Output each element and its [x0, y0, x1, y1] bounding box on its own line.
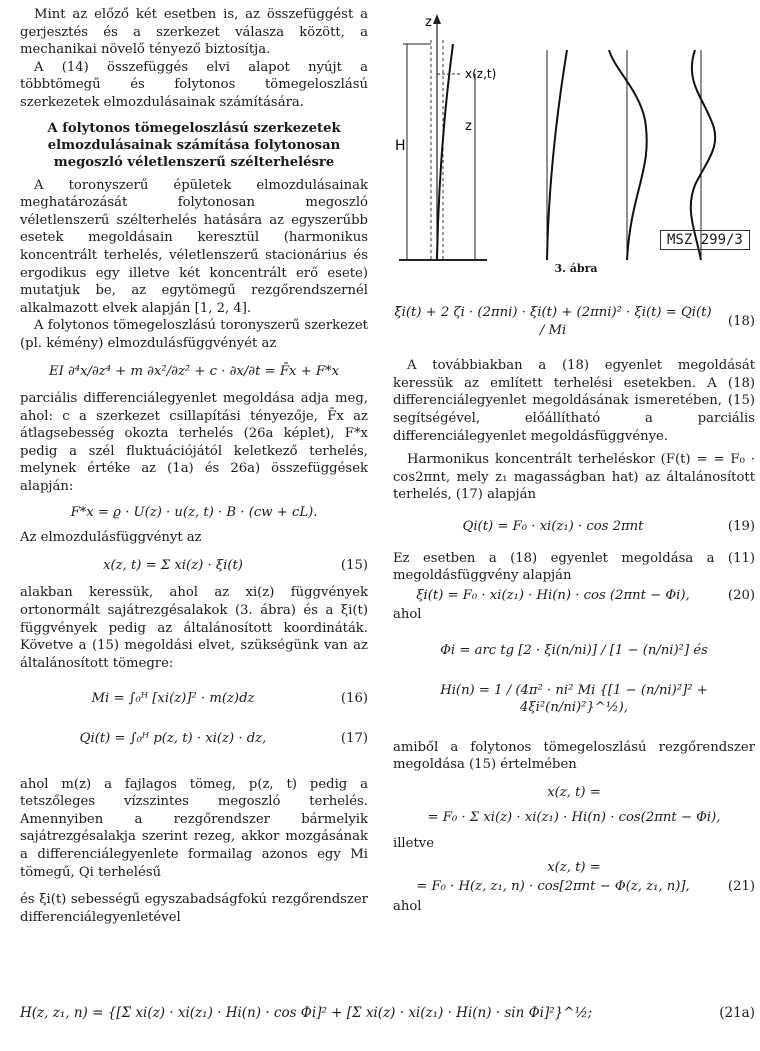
label-x: x(z,t): [465, 67, 497, 81]
standard-stamp: MSZ 299/3: [660, 230, 750, 250]
equation-number: (20): [727, 587, 755, 603]
paragraph: A toronyszerű épületek elmozdulásainak meghatározását folytonosan megoszló véletlenszerű szélterhelés hatására az egyszerűbb esetek megoldásain keresztül (harmonikus koncentrált terhelés, véletlenszerű stacionárius és ergodikus egy illetve két koncentrált erő esete) mutatjuk be, az egytömegű rezgőrendszernél alkalmazott elvek alapján [1, 2, 4].: [20, 177, 368, 316]
paragraph: alakban keressük, ahol az xi(z) függvények ortonormált sajátrezgésalakok (3. ábra) és a ξi(t) függvények pedig az általánosított koordináták. Követve a (15) megoldási elvet, szükségünk van az általánosított tömegre:: [20, 585, 368, 671]
equation-20: [393, 587, 755, 605]
equation-body: ξi(t) = F₀ · xi(z₁) · Hi(n) · cos (2πnt − Φi),: [416, 587, 690, 603]
equation-body: Qi(t) = F₀ · xi(z₁) · cos 2πnt: [462, 518, 644, 534]
equation-x1: [393, 784, 755, 802]
right-column: [393, 300, 755, 915]
paragraph: A folytonos tömegeloszlású toronyszerű szerkezet (pl. kémény) elmozdulásfüggvényét az: [20, 318, 368, 351]
equation-load: [20, 504, 368, 522]
equation-number: (17): [340, 731, 368, 746]
mode-shape-2: [609, 50, 647, 260]
paragraph: Az elmozdulásfüggvényt az: [20, 530, 202, 546]
equation-body: Qi(t) = ∫₀ᴴ p(z, t) · xi(z) · dz,: [79, 731, 267, 746]
equation-phi: [393, 642, 755, 660]
mode-shape-3: [691, 50, 715, 260]
equation-number: (15): [340, 557, 368, 573]
equation-17: [20, 730, 368, 748]
paragraph: Harmonikus koncentrált terheléskor (F(t) = = F₀ · cos2πnt, mely z₁ magasságban hat) az általánosított terhelés, (17) alapján: [393, 452, 755, 503]
figure-3: [395, 10, 757, 290]
paragraph: Ez esetben a (18) egyenlet megoldása a (11) megoldásfüggvény alapján: [393, 550, 755, 584]
paragraph: A (14) összefüggés elvi alapot nyújt a többtömegű és folytonos tömegeloszlású szerkezetek elmozdulásainak számítására.: [20, 59, 368, 110]
equation-body: x(z, t) = Σ xi(z) · ξi(t): [103, 557, 243, 573]
paragraph: amiből a folytonos tömegeloszlású rezgőrendszer megoldása (15) értelmében: [393, 739, 755, 773]
equation-number: (19): [727, 518, 755, 534]
equation-body: x(z, t) =: [547, 859, 601, 875]
equation-body: x(z, t) =: [547, 784, 601, 800]
paragraph: illetve: [393, 836, 435, 852]
equation-body: Hi(n) = 1 / (4π² · ni² Mi {[1 − (n/ni)²]² + 4ξi²(n/ni)²}^½),: [440, 682, 708, 716]
equation-body: F*x = ϱ · U(z) · u(z, t) · B · (cw + cL).: [70, 504, 318, 520]
equation-body: Mi = ∫₀ᴴ [xi(z)]² · m(z)dz: [91, 691, 255, 707]
equation-body: EI ∂⁴x/∂z⁴ + m ∂x²/∂z² + c · ∂x/∂t = F̄x + F*x: [48, 363, 340, 379]
left-column: [20, 6, 368, 926]
paragraph: ahol m(z) a fajlagos tömeg, p(z, t) pedig a tetszőleges vízszintes megoszló terhelés. Amennyiben a rezgőrendszer bármelyik sajátrezgésalakja szerint rezeg, akkor mozgásának a differenciálegyenlete formailag azonos egy Mi tömegű, Qi terhelésű: [20, 776, 368, 880]
mode-shape-1: [547, 50, 567, 260]
equation-number: (16): [340, 691, 368, 707]
equation-number: (18): [727, 313, 755, 329]
paragraph: Mint az előző két esetben is, az összefüggést a gerjesztés és a szerkezet válasza között, a mechanikai növelő tényező biztosítja.: [20, 7, 368, 58]
label-h: H: [395, 138, 406, 154]
equation-18: [393, 304, 755, 339]
deflection-curve: [437, 44, 453, 260]
label-z-dim: z: [465, 119, 472, 134]
equation-body: = F₀ · H(z, z₁, n) · cos[2πnt − Φ(z, z₁, n)],: [416, 879, 690, 895]
equation-body: Φi = arc tg [2 · ξi(n/ni)] / [1 − (n/ni)²] és: [440, 642, 708, 658]
equation-19: [393, 518, 755, 536]
equation-21: [393, 878, 755, 896]
paragraph: ahol: [393, 607, 422, 623]
equation-16: [20, 690, 368, 708]
equation-body: = F₀ · Σ xi(z) · xi(z₁) · Hi(n) · cos(2πnt − Φi),: [427, 810, 721, 826]
paragraph: ahol: [393, 898, 422, 914]
equation-15: [20, 557, 368, 575]
z-axis-arrow: [433, 14, 441, 24]
paragraph: A továbbiakban a (18) egyenlet megoldását keressük az említett terhelési esetekben. A (18) differenciálegyenlet megoldásának ismeretében, (15) segítségével, előállítható a parciális differenciálegyenlet megoldásfüggvénye.: [393, 358, 755, 444]
equation-body: H(z, z₁, n) = {[Σ xi(z) · xi(z₁) · Hi(n) · cos Φi]² + [Σ xi(z) · xi(z₁) · Hi(n) · sin Φi]²}^½;: [20, 1005, 593, 1021]
label-z: z: [425, 15, 432, 30]
equation-pde: [20, 363, 368, 381]
equation-x3: [393, 859, 755, 877]
section-heading: A folytonos tömegeloszlású szerkezetek elmozdulásainak számítása folytonosan megoszló véletlenszerű szélterhelésre: [47, 120, 341, 170]
paragraph: parciális differenciálegyenlet megoldása adja meg, ahol: c a szerkezet csillapítási tényezője, F̄x az átlagsebesség okozta terhelés (26a képlet), F*x pedig a szél fluktuációjától keletkező terhelés, melynek értéke az (1a) és 26a) összefüggések alapján:: [20, 391, 368, 495]
equation-number: (21): [727, 879, 755, 895]
equation-number: (21a): [719, 1005, 755, 1021]
figure-caption: 3. ábra: [554, 262, 598, 275]
equation-x2: [393, 809, 755, 827]
paragraph: és ξi(t) sebességű egyszabadságfokú rezgőrendszer differenciálegyenletével: [20, 892, 368, 925]
equation-h: [393, 682, 755, 717]
equation-21a: [20, 1005, 755, 1021]
equation-body: ξ̈i(t) + 2 ζi · (2πni) · ξ̇i(t) + (2πni)² · ξi(t) = Qi(t) / Mi: [394, 305, 712, 338]
